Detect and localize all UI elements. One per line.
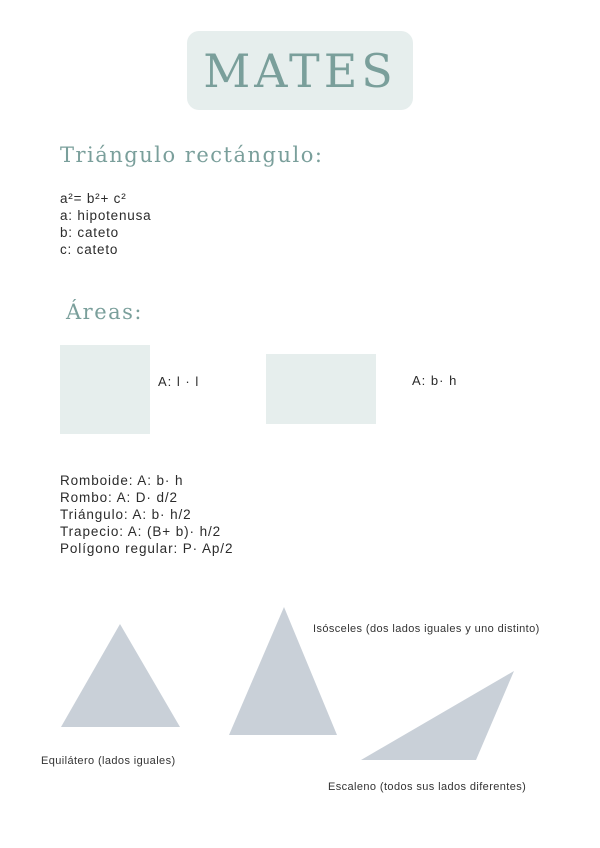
areas-heading: Áreas: [66, 300, 144, 324]
right-triangle-heading: Triángulo rectángulo: [60, 143, 324, 167]
equilateral-triangle [61, 624, 180, 727]
scalene-label: Escaleno (todos sus lados diferentes) [328, 781, 527, 793]
list-item: Trapecio: A: (B+ b)· h/2 [60, 524, 222, 539]
formula-line: a: hipotenusa [60, 208, 152, 223]
formula-line: c: cateto [60, 242, 119, 257]
list-item: Rombo: A: D· d/2 [60, 490, 178, 505]
page-title: MATES [203, 43, 397, 98]
list-item: Polígono regular: P· Ap/2 [60, 541, 234, 556]
square-area-formula: A: l · l [158, 374, 200, 389]
formula-line: b: cateto [60, 225, 119, 240]
scalene-triangle [361, 671, 514, 760]
list-item: Romboide: A: b· h [60, 473, 184, 488]
isosceles-label: Isósceles (dos lados iguales y uno distinto) [313, 623, 540, 635]
equilateral-label: Equilátero (lados iguales) [41, 755, 176, 767]
formula-line: a²= b²+ c² [60, 191, 127, 206]
list-item: Triángulo: A: b· h/2 [60, 507, 192, 522]
rectangle-area-formula: A: b· h [412, 373, 458, 388]
